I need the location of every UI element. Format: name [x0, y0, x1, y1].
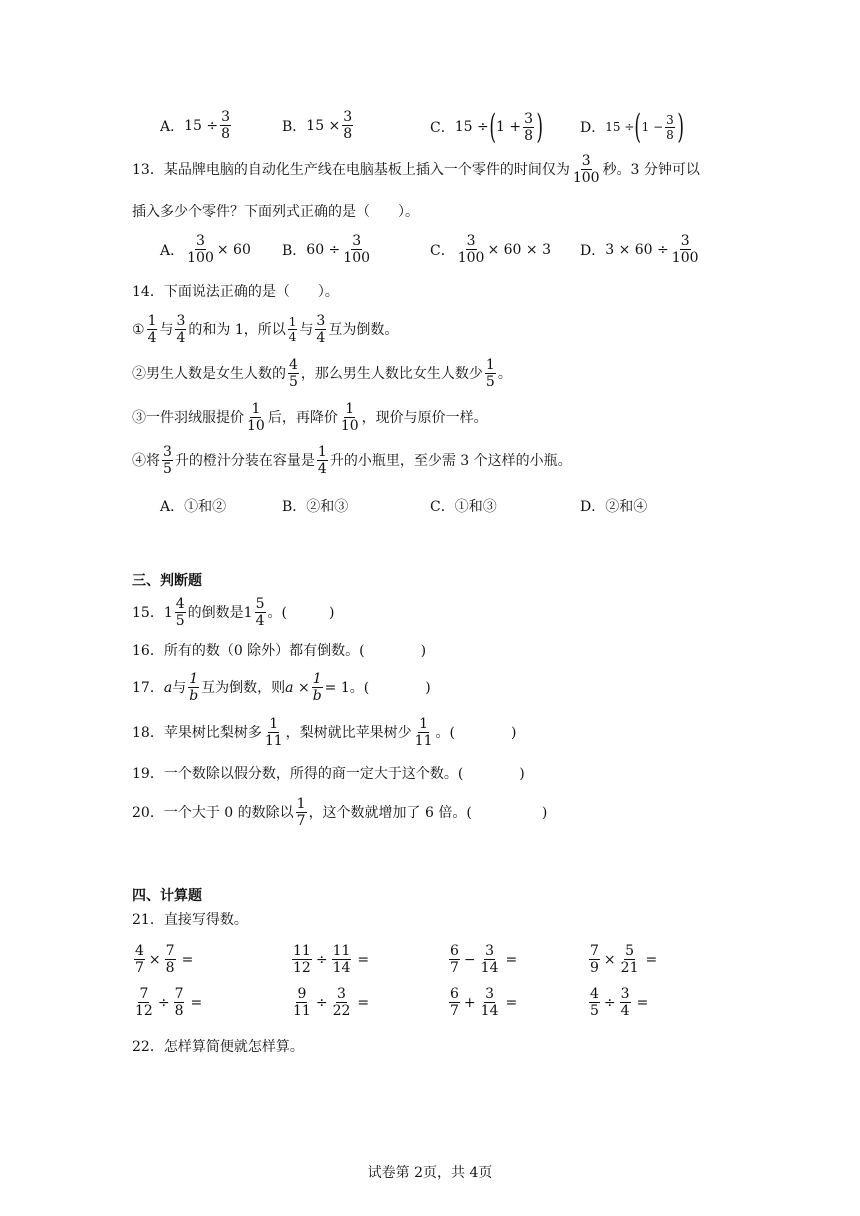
equals-sign: =	[190, 994, 203, 1011]
fraction: $\frac{1}{4}$	[317, 444, 327, 477]
section-heading-judgment: 三、判断题	[132, 573, 202, 589]
option-label: A．	[160, 242, 185, 259]
expression: 3 × 60 ÷	[605, 241, 669, 258]
operator: ÷	[315, 951, 328, 968]
equals-sign: =	[645, 951, 658, 968]
statement-2: ②男生人数是女生人数的 $\frac{4}{5}$ ，那么男生人数比女生人数少 $\frac{1}{5}$ 。	[132, 357, 512, 390]
left-paren: (	[634, 107, 642, 147]
fraction: $\frac{6}{7}$	[450, 943, 459, 976]
statement-1: ① $\frac{1}{4}$ 与 $\frac{3}{4}$ 的和为 1，所以 $\frac{1}{4}$ 与 $\frac{3}{4}$ 互为倒数。	[132, 313, 399, 346]
fraction: $\frac{4}{5}$	[289, 357, 298, 390]
fraction: $\frac{3}{14}$	[480, 986, 499, 1019]
option-label: D．	[580, 242, 606, 259]
fraction: $\frac{1}{b}$	[312, 671, 322, 704]
option-label: B．	[282, 242, 307, 259]
expression: 15 ÷	[605, 120, 635, 134]
fraction: $\frac{1}{4}$	[288, 315, 297, 344]
question-22: 22．怎样算简便就怎样算。	[132, 1039, 304, 1055]
fraction: $\frac{3}{4}$	[316, 313, 326, 346]
fraction: $\frac{3}{5}$	[163, 444, 172, 477]
option-label: D．	[580, 120, 606, 136]
fraction: $\frac{3}{100}$	[572, 153, 600, 186]
q13-option-c[interactable]	[430, 234, 551, 265]
equals-sign: =	[636, 994, 649, 1011]
calc-item	[132, 987, 202, 1018]
expression: 60 ÷	[306, 241, 341, 258]
question-15: 15． 1 $\frac{4}{5}$ 的倒数是 1 $\frac{5}{4}$ 。( )	[132, 596, 335, 629]
fraction: $\frac{1}{10}$	[340, 401, 359, 434]
equals-sign: =	[505, 951, 518, 968]
fraction: $\frac{5}{21}$	[620, 943, 639, 976]
question-text: 秒。3 分钟可以	[602, 161, 700, 178]
page-footer: 试卷第 2页，共 4页	[367, 1165, 493, 1181]
operator: ÷	[603, 994, 616, 1011]
calc-item	[290, 987, 369, 1018]
fraction: $\frac{9}{11}$	[293, 986, 311, 1019]
left-paren: (	[489, 107, 496, 147]
fraction: $\frac{3}{100}$	[671, 233, 699, 266]
expression: 1 −	[641, 120, 664, 134]
expression: 15 ×	[306, 117, 341, 134]
operator: −	[463, 951, 476, 968]
fraction: $\frac{3}{8}$	[666, 112, 674, 142]
fraction: $\frac{1}{5}$	[485, 357, 495, 390]
expression: × 60	[216, 241, 251, 258]
option-label: A．	[160, 118, 185, 135]
fraction: $\frac{1}{11}$	[264, 716, 283, 749]
operator: +	[463, 994, 476, 1011]
q12-option-d[interactable]	[580, 107, 684, 147]
fraction: $\frac{3}{8}$	[524, 110, 533, 144]
question-18: 18． 苹果树比梨树多 $\frac{1}{11}$ ，梨树就比苹果树少 $\frac{1}{11}$ 。( )	[132, 716, 517, 749]
q14-option-a[interactable]: A．①和②	[160, 499, 227, 515]
fraction: $\frac{3}{14}$	[480, 943, 499, 976]
question-19: 19．一个数除以假分数，所得的商一定大于这个数。( )	[132, 766, 525, 782]
question-number: 14．	[132, 284, 164, 300]
fraction: $\frac{7}{8}$	[174, 986, 184, 1019]
fraction: $\frac{4}{7}$	[135, 943, 144, 976]
question-21: 21．直接写得数。	[132, 912, 248, 928]
question-16: 16．所有的数（0 除外）都有倒数。( )	[132, 643, 427, 659]
question-13-line2: 插入多少个零件？下面列式正确的是（ ）。	[132, 204, 419, 220]
expression: 15 ÷	[454, 119, 489, 135]
fraction: $\frac{6}{7}$	[450, 986, 459, 1019]
question-17: 17． a 与 $\frac{1}{b}$ 互为倒数，则 a × $\frac{1}{b}$ = 1 。( )	[132, 671, 431, 704]
fraction: $\frac{1}{11}$	[414, 716, 433, 749]
q13-option-b[interactable]	[282, 234, 373, 265]
fraction: $\frac{3}{4}$	[620, 986, 630, 1019]
calc-item	[290, 944, 369, 975]
question-number: 13．	[132, 161, 164, 178]
fraction: $\frac{1}{10}$	[247, 401, 265, 434]
fraction: $\frac{3}{22}$	[332, 986, 351, 1019]
option-label: C．	[430, 120, 455, 136]
expression: 15 ÷	[184, 117, 219, 134]
fraction: $\frac{3}{8}$	[343, 109, 353, 142]
q14-option-b[interactable]: B．②和③	[282, 499, 349, 515]
fraction: $\frac{11}{14}$	[332, 943, 351, 976]
expression: × 60 × 3	[487, 241, 551, 258]
question-text: 某品牌电脑的自动化生产线在电脑基板上插入一个零件的时间仅为	[163, 161, 570, 178]
q12-option-c[interactable]	[430, 107, 543, 147]
fraction: $\frac{1}{4}$	[147, 313, 157, 346]
equals-sign: =	[357, 994, 370, 1011]
fraction: $\frac{5}{4}$	[255, 596, 265, 629]
q14-option-d[interactable]: D．②和④	[580, 499, 648, 515]
calc-item	[447, 944, 517, 975]
q14-option-c[interactable]: C．①和③	[430, 499, 497, 515]
calc-item	[587, 944, 657, 975]
fraction: $\frac{1}{7}$	[296, 796, 306, 829]
expression: 1 +	[495, 119, 522, 135]
fraction: $\frac{3}{8}$	[221, 109, 231, 142]
fraction: $\frac{4}{5}$	[175, 596, 185, 629]
fraction: $\frac{3}{100}$	[187, 233, 214, 266]
fraction: $\frac{3}{4}$	[176, 313, 186, 346]
statement-3: ③一件羽绒服提价 $\frac{1}{10}$ 后，再降价 $\frac{1}{10}$ ，现价与原价一样。	[132, 401, 488, 434]
equals-sign: =	[181, 951, 194, 968]
operator: ×	[603, 951, 616, 968]
calc-item	[587, 987, 648, 1018]
fraction: $\frac{11}{12}$	[293, 943, 311, 976]
equals-sign: =	[505, 994, 518, 1011]
q13-option-d[interactable]	[580, 234, 702, 265]
option-label: C．	[430, 242, 455, 259]
q12-option-b[interactable]	[282, 110, 355, 141]
section-heading-calculation: 四、计算题	[132, 888, 202, 904]
operator: ÷	[315, 994, 328, 1011]
fraction: $\frac{1}{b}$	[189, 671, 199, 704]
question-20: 20． 一个大于 0 的数除以 $\frac{1}{7}$ ，这个数就增加了 6 倍。( )	[132, 796, 548, 829]
fraction: $\frac{7}{9}$	[590, 943, 599, 976]
question-13	[132, 154, 700, 185]
right-paren: )	[536, 107, 543, 147]
fraction: $\frac{4}{5}$	[590, 986, 599, 1019]
statement-4: ④将 $\frac{3}{5}$ 升的橙汁分装在容量是 $\frac{1}{4}$ 升的小瓶里，至少需 3 个这样的小瓶。	[132, 444, 572, 477]
fraction: $\frac{3}{100}$	[457, 233, 485, 266]
question-text: 下面说法正确的是（ ）。	[163, 284, 339, 300]
right-paren: )	[677, 107, 684, 147]
option-label: B．	[282, 118, 307, 135]
equals-sign: =	[357, 951, 370, 968]
calc-item	[132, 944, 193, 975]
operator: ×	[148, 951, 161, 968]
q13-option-a[interactable]	[160, 234, 251, 265]
operator: ÷	[157, 994, 170, 1011]
question-14	[132, 285, 339, 299]
fraction: $\frac{7}{12}$	[135, 986, 153, 1019]
fraction: $\frac{7}{8}$	[165, 943, 175, 976]
fraction: $\frac{3}{100}$	[343, 233, 371, 266]
q12-option-a[interactable]	[160, 110, 233, 141]
calc-item	[447, 987, 517, 1018]
